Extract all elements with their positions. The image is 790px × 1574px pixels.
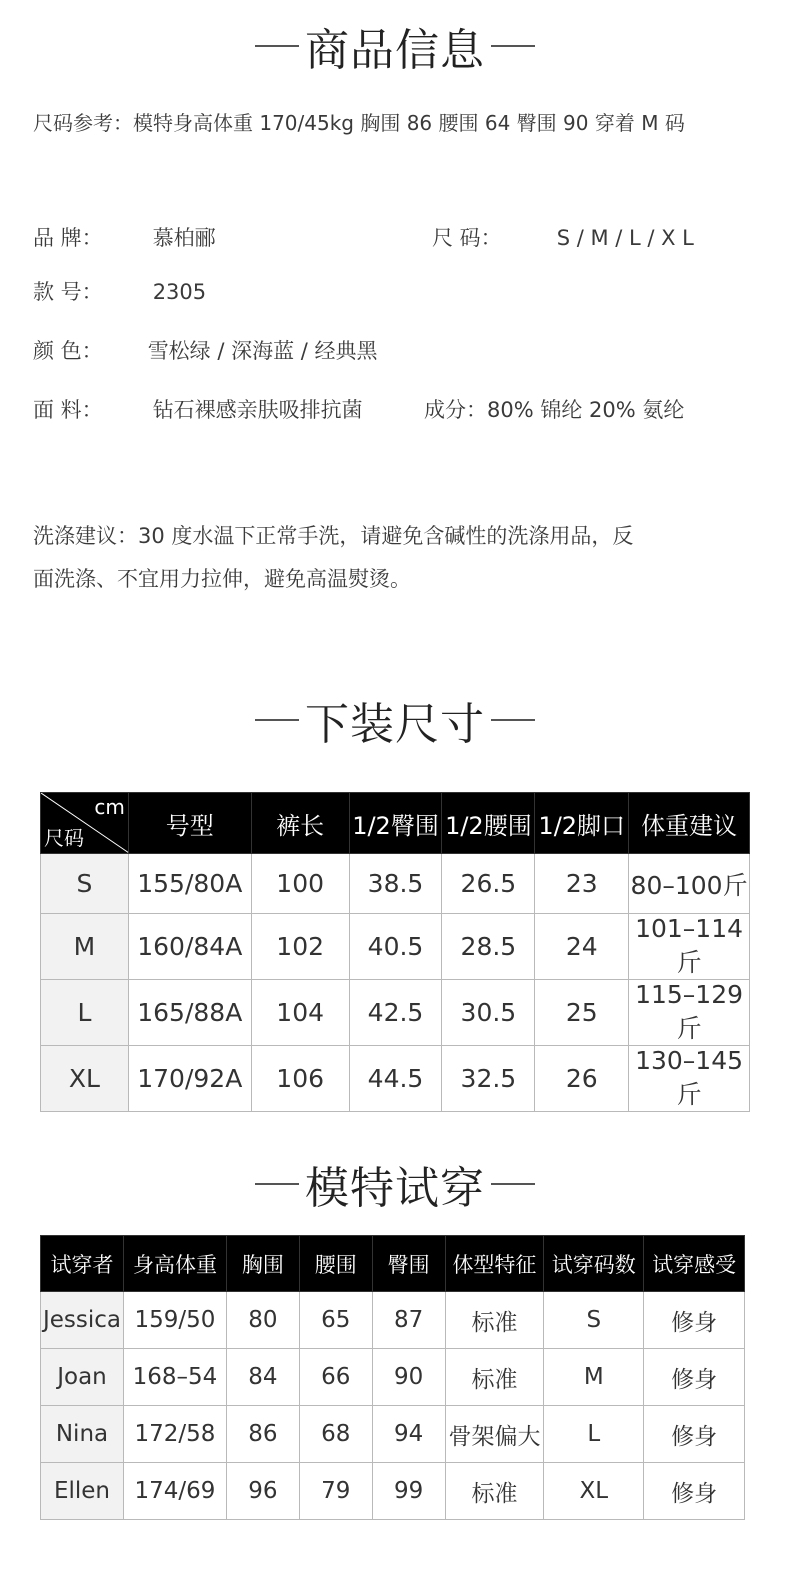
section-title-text: 商品信息 [305, 25, 485, 76]
table-cell: 26.5 [442, 854, 535, 914]
table-cell: 80–100斤 [629, 854, 750, 914]
model-name-cell: Joan [41, 1349, 124, 1406]
table-cell: 159/50 [123, 1292, 226, 1349]
table-cell: 66 [299, 1349, 372, 1406]
wash-line-2: 面洗涤、不宜用力拉伸，避免高温熨烫。 [33, 567, 411, 591]
table-cell: 155/80A [128, 854, 251, 914]
header-cell: 试穿者 [41, 1236, 124, 1292]
table-row [41, 1046, 750, 1112]
header-cell: 试穿感受 [644, 1236, 745, 1292]
table-cell: 38.5 [349, 854, 442, 914]
composition-text: 成分：80% 锦纶 20% 氨纶 [424, 398, 685, 422]
title-rule-right [491, 45, 535, 47]
header-cell: 1/2腰围 [442, 793, 535, 854]
size-table-header [41, 793, 750, 854]
table-cell: 100 [251, 854, 349, 914]
table-cell: 94 [372, 1406, 445, 1463]
header-cell: 1/2臀围 [349, 793, 442, 854]
table-cell: 115–129斤 [629, 980, 750, 1046]
table-cell: 修身 [644, 1292, 745, 1349]
table-cell: 106 [251, 1046, 349, 1112]
title-rule-left [255, 1183, 299, 1185]
table-cell: M [544, 1349, 644, 1406]
header-cell: 臀围 [372, 1236, 445, 1292]
info-fabric-row [33, 394, 363, 424]
model-fit-table [40, 1235, 745, 1520]
header-cell: 体重建议 [629, 793, 750, 854]
table-cell: 44.5 [349, 1046, 442, 1112]
title-rule-left [255, 719, 299, 721]
info-color-row [33, 335, 378, 365]
table-row [41, 1406, 745, 1463]
corner-header-cell [41, 793, 129, 854]
brand-value: 慕柏郦 [152, 226, 216, 250]
table-cell: 99 [372, 1463, 445, 1520]
info-size-row [432, 222, 694, 252]
info-style-row [33, 276, 206, 306]
wash-line-1: 洗涤建议：30 度水温下正常手洗，请避免含碱性的洗涤用品，反 [33, 524, 634, 548]
table-cell: 修身 [644, 1406, 745, 1463]
fabric-label: 面 料： [33, 398, 103, 422]
table-row [41, 854, 750, 914]
fabric-value: 钻石裸感亲肤吸排抗菌 [152, 398, 363, 422]
table-cell: 160/84A [128, 914, 251, 980]
header-cell: 腰围 [299, 1236, 372, 1292]
table-cell: 65 [299, 1292, 372, 1349]
table-cell: 标准 [445, 1349, 544, 1406]
table-cell: 修身 [644, 1349, 745, 1406]
table-cell: 170/92A [128, 1046, 251, 1112]
table-row [41, 1463, 745, 1520]
title-rule-right [491, 719, 535, 721]
title-rule-right [491, 1183, 535, 1185]
size-value: S / M / L / X L [556, 226, 694, 250]
header-cell: 裤长 [251, 793, 349, 854]
table-cell: 40.5 [349, 914, 442, 980]
table-cell: 130–145斤 [629, 1046, 750, 1112]
header-cell: 号型 [128, 793, 251, 854]
table-cell: 标准 [445, 1463, 544, 1520]
table-cell: 87 [372, 1292, 445, 1349]
brand-label: 品 牌： [33, 226, 103, 250]
model-name-cell: Nina [41, 1406, 124, 1463]
table-cell: 26 [535, 1046, 629, 1112]
size-cell: S [41, 854, 129, 914]
table-cell: XL [544, 1463, 644, 1520]
table-cell: 90 [372, 1349, 445, 1406]
size-cell: XL [41, 1046, 129, 1112]
table-cell: 骨架偏大 [445, 1406, 544, 1463]
table-cell: 102 [251, 914, 349, 980]
wash-instructions [33, 515, 753, 601]
table-cell: 32.5 [442, 1046, 535, 1112]
table-cell: 101–114斤 [629, 914, 750, 980]
size-table [40, 792, 750, 1112]
table-cell: 68 [299, 1406, 372, 1463]
size-reference-text: 尺码参考：模特身高体重 170/45kg 胸围 86 腰围 64 臀围 90 穿着 M 码 [33, 111, 685, 135]
table-cell: 80 [226, 1292, 299, 1349]
header-cell: 试穿码数 [544, 1236, 644, 1292]
table-cell: S [544, 1292, 644, 1349]
table-cell: 172/58 [123, 1406, 226, 1463]
size-column-label: 尺码 [44, 826, 84, 850]
header-cell: 胸围 [226, 1236, 299, 1292]
color-label: 颜 色： [33, 339, 103, 363]
style-label: 款 号： [33, 280, 103, 304]
size-label: 尺 码： [432, 226, 502, 250]
table-row [41, 980, 750, 1046]
table-row [41, 914, 750, 980]
table-cell: 30.5 [442, 980, 535, 1046]
table-cell: 84 [226, 1349, 299, 1406]
section-title-product-info [0, 14, 790, 78]
size-cell: M [41, 914, 129, 980]
header-cell: 身高体重 [123, 1236, 226, 1292]
table-cell: 28.5 [442, 914, 535, 980]
section-title-model-fit [0, 1152, 790, 1216]
header-cell: 体型特征 [445, 1236, 544, 1292]
table-row [41, 1349, 745, 1406]
model-table-header [41, 1236, 745, 1292]
table-cell: L [544, 1406, 644, 1463]
info-brand-row [33, 222, 216, 252]
table-cell: 42.5 [349, 980, 442, 1046]
unit-label: cm [94, 795, 125, 819]
table-cell: 23 [535, 854, 629, 914]
section-title-text: 模特试穿 [305, 1163, 485, 1214]
section-title-size [0, 688, 790, 752]
title-rule-left [255, 45, 299, 47]
table-cell: 168–54 [123, 1349, 226, 1406]
table-cell: 标准 [445, 1292, 544, 1349]
table-cell: 174/69 [123, 1463, 226, 1520]
size-cell: L [41, 980, 129, 1046]
color-value: 雪松绿 / 深海蓝 / 经典黑 [147, 339, 378, 363]
table-cell: 24 [535, 914, 629, 980]
table-cell: 96 [226, 1463, 299, 1520]
model-name-cell: Ellen [41, 1463, 124, 1520]
table-row [41, 1292, 745, 1349]
table-cell: 165/88A [128, 980, 251, 1046]
header-cell: 1/2脚口 [535, 793, 629, 854]
table-cell: 86 [226, 1406, 299, 1463]
table-cell: 104 [251, 980, 349, 1046]
model-name-cell: Jessica [41, 1292, 124, 1349]
table-cell: 79 [299, 1463, 372, 1520]
style-value: 2305 [152, 280, 207, 304]
table-cell: 修身 [644, 1463, 745, 1520]
section-title-text: 下装尺寸 [305, 699, 485, 750]
table-cell: 25 [535, 980, 629, 1046]
